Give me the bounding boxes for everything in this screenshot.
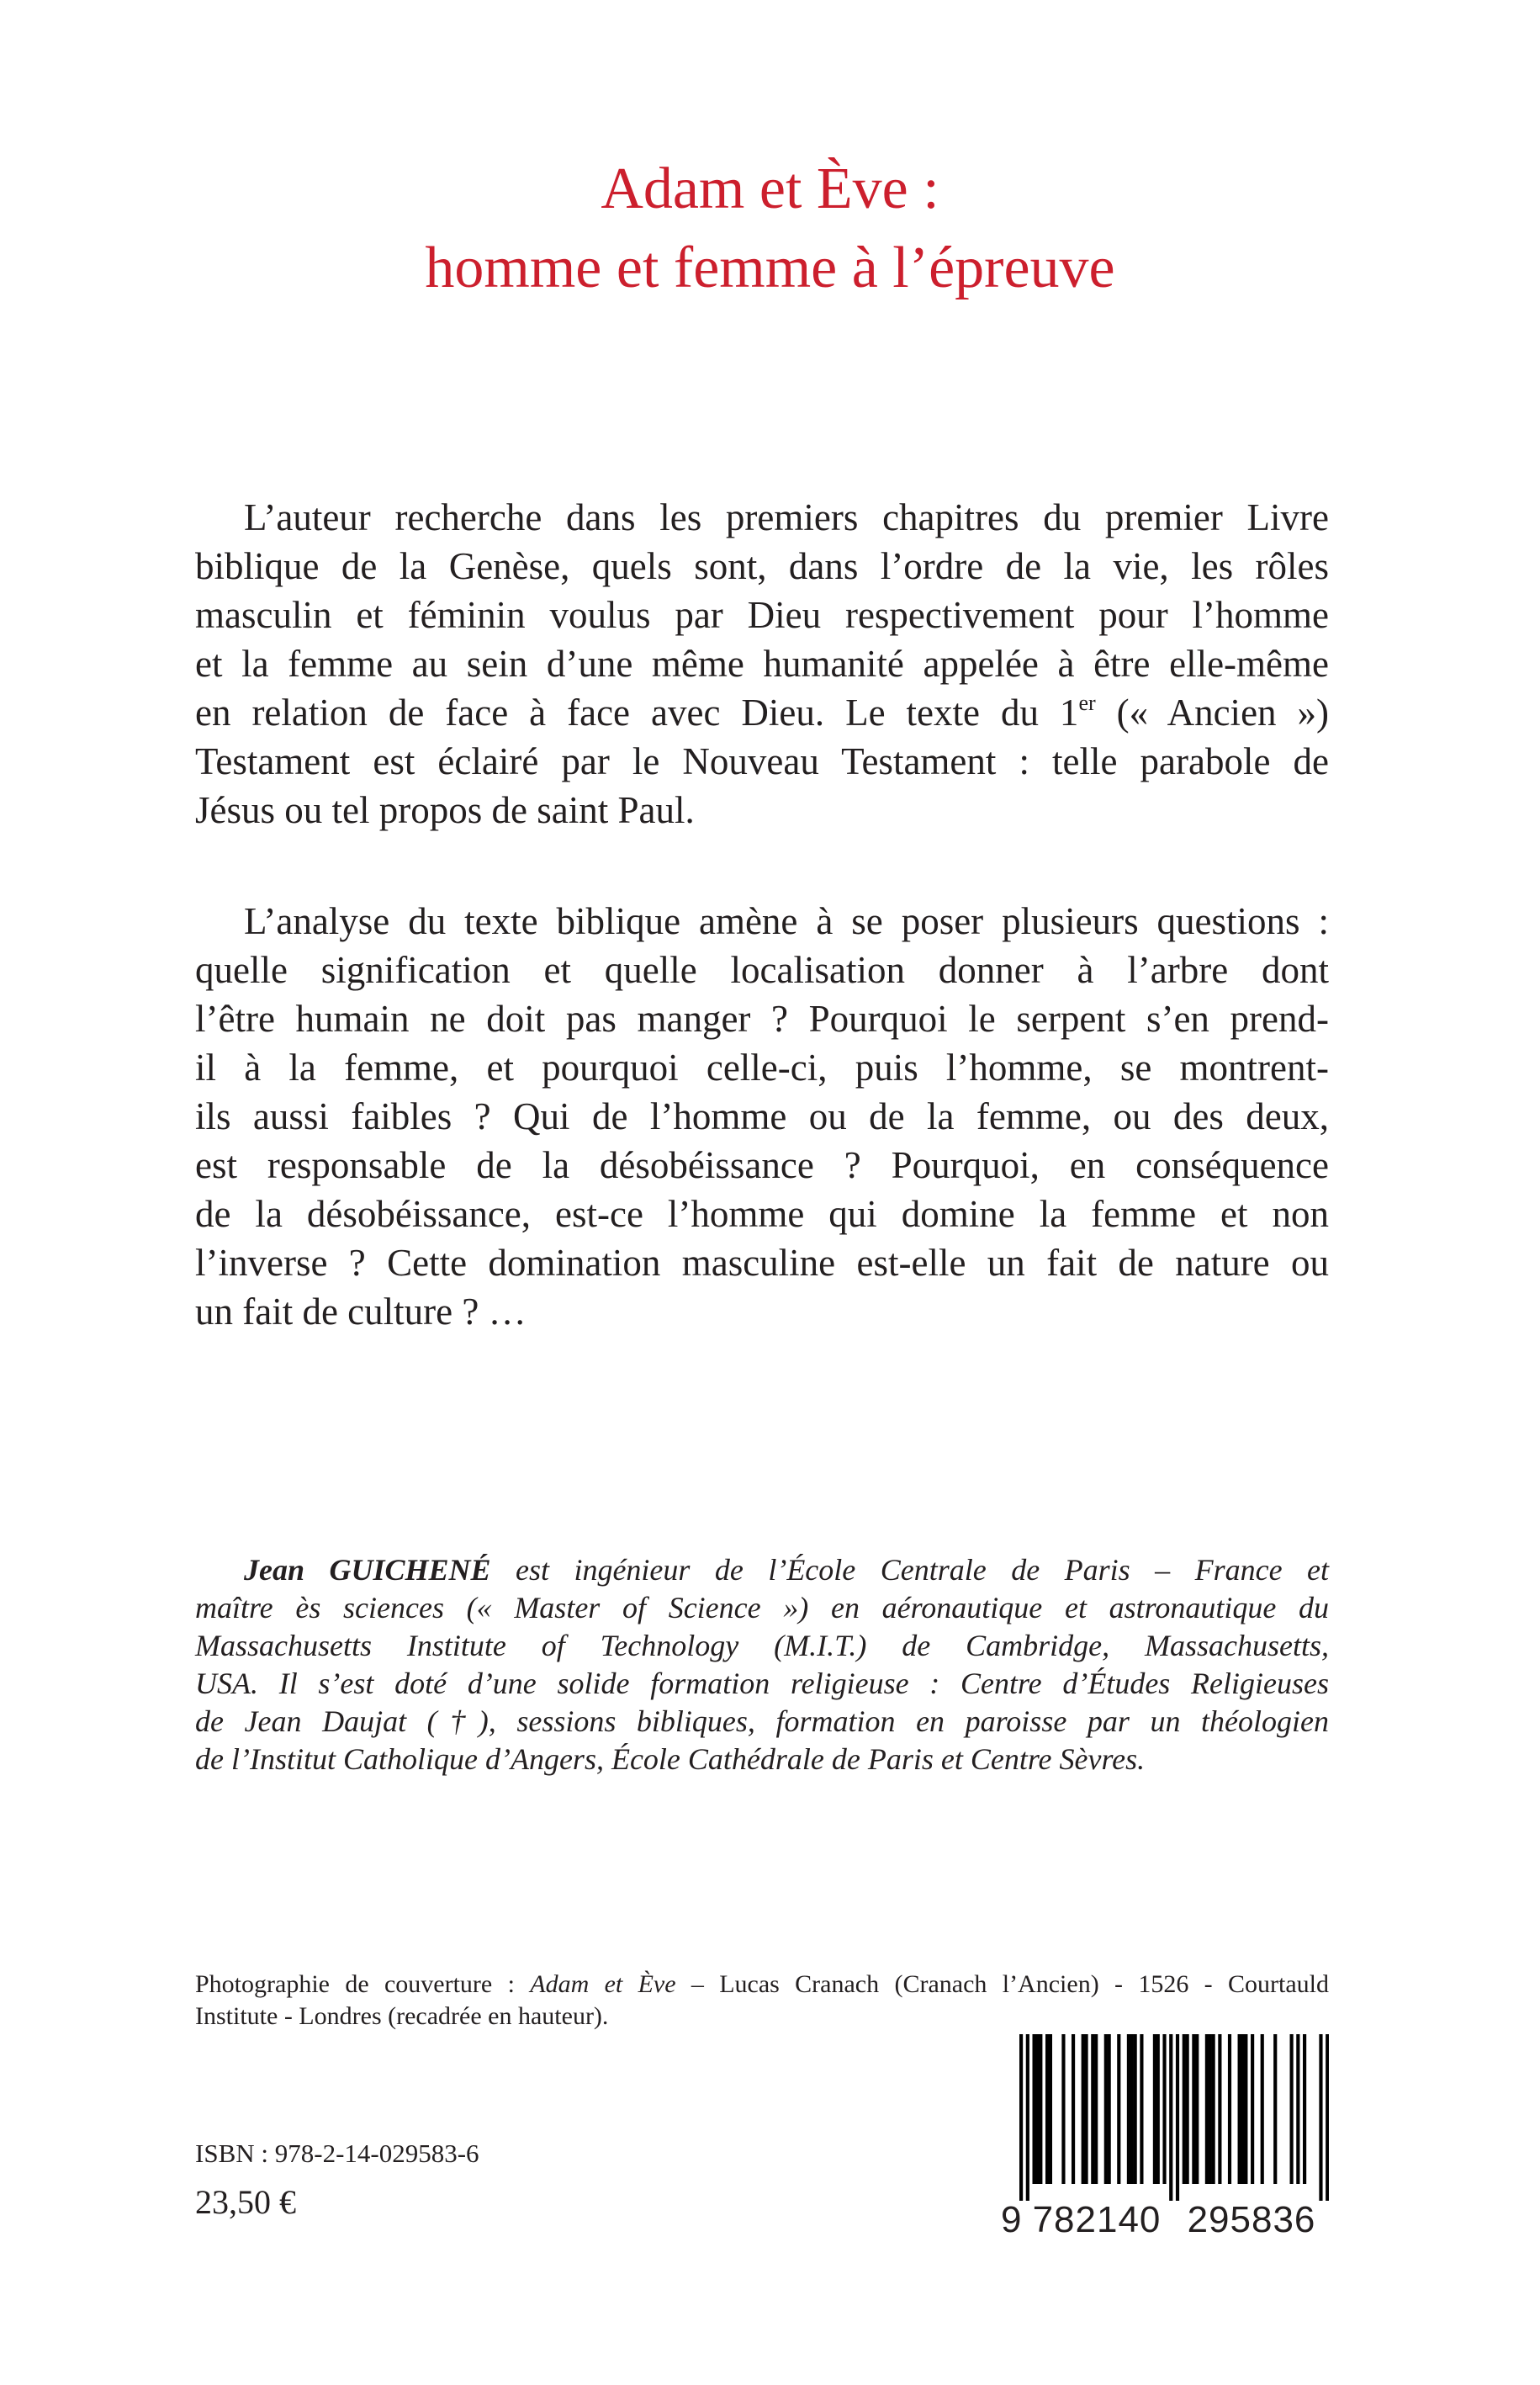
text-line: Jésus ou tel propos de saint Paul. [195,789,695,831]
barcode-bar [1218,2034,1221,2184]
barcode-bar [1212,2034,1215,2184]
text-line [195,688,1329,737]
barcode-bar [1072,2034,1075,2184]
barcode-bar [1156,2034,1160,2184]
barcode-bar [1209,2034,1212,2184]
barcode-digit-group-2: 295836 [1187,2199,1316,2240]
barcode-bar [1244,2034,1247,2184]
text-fragment: Photographie de couverture : [195,1970,531,1998]
barcode-bar [1241,2034,1244,2184]
barcode-bar [1251,2034,1254,2184]
text-fragment: – Lucas Cranach (Cranach l’Ancien) - 1526 - Courtauld [675,1970,1329,1998]
superscript: er [1078,691,1096,715]
text-line [195,1969,1329,2001]
barcode-bar [1039,2034,1042,2184]
barcode-bar [1228,2034,1231,2184]
barcode-bar [1108,2034,1111,2184]
barcode-bar [1117,2034,1120,2184]
barcode [1001,2034,1329,2238]
barcode-bar [1162,2034,1166,2184]
text-line: L’analyse du texte biblique amène à se poser plusieurs questions : [244,900,1329,942]
artwork-title: Adam et Ève [530,1970,676,1998]
barcode-bar [1303,2034,1306,2184]
barcode-bar [1186,2034,1189,2184]
title-line-2: homme et femme à l’épreuve [425,236,1115,300]
price: 23,50 € [195,2183,296,2221]
barcode-bar [1019,2034,1023,2201]
text-line: maître ès sciences (« Master of Science ») en aéronautique et astronautique du [195,1591,1329,1624]
barcode-bar [1127,2034,1130,2184]
barcode-bar [1140,2034,1143,2184]
text-line: et la femme au sein d’une même humanité appelée à être elle-même [195,643,1329,685]
text-line: quelle signification et quelle localisation donner à l’arbre dont [195,949,1329,991]
text-line: de l’Institut Catholique d’Angers, École Cathédrale de Paris et Centre Sèvres. [195,1742,1146,1776]
barcode-bar [1130,2034,1134,2184]
text-line: l’être humain ne doit pas manger ? Pourquoi le serpent s’en prend- [195,998,1329,1040]
barcode-bar [1169,2034,1172,2201]
barcode-bar [1045,2034,1049,2184]
author-name: Jean GUICHENÉ [244,1553,491,1587]
text-line [195,1551,1329,1589]
text-line: de la désobéissance, est-ce l’homme qui domine la femme et non [195,1193,1329,1235]
barcode-digit-group-1: 782140 [1032,2199,1162,2240]
text-line: un fait de culture ? … [195,1291,527,1333]
barcode-bar [1326,2034,1329,2201]
text-line: de Jean Daujat (†), sessions bibliques, formation en paroisse par un théologien [195,1704,1329,1738]
text-line: biblique de la Genèse, quels sont, dans l’ordre de la vie, les rôles [195,545,1329,587]
title-line-1: Adam et Ève : [601,156,939,221]
barcode-bar [1176,2034,1179,2201]
barcode-bar [1032,2034,1035,2184]
barcode-bar [1049,2034,1052,2184]
text-fragment: (« Ancien ») [1095,692,1329,734]
barcode-bar [1153,2034,1156,2184]
barcode-bar [1205,2034,1209,2184]
summary-paragraph-1 [195,493,1329,835]
barcode-bar [1183,2034,1186,2184]
barcode-bar [1094,2034,1098,2184]
text-line: L’auteur recherche dans les premiers chapitres du premier Livre [244,496,1329,538]
barcode-bars [1001,2034,1329,2201]
barcode-bar [1319,2034,1322,2201]
barcode-bar [1238,2034,1241,2184]
barcode-bar [1061,2034,1065,2184]
barcode-digits [1001,2199,1329,2241]
text-line: est responsable de la désobéissance ? Pourquoi, en conséquence [195,1144,1329,1186]
barcode-bar [1104,2034,1108,2184]
barcode-bar [1261,2034,1264,2184]
text-line: USA. Il s’est doté d’une solide formation religieuse : Centre d’Études Religieuses [195,1667,1329,1700]
barcode-bar [1192,2034,1195,2184]
author-bio [195,1551,1329,1778]
barcode-bar [1195,2034,1199,2184]
text-line: Testament est éclairé par le Nouveau Testament : telle parabole de [195,740,1329,782]
text-line: Institute - Londres (recadrée en hauteur). [195,2002,609,2030]
barcode-bar [1026,2034,1029,2201]
barcode-bar [1082,2034,1085,2184]
barcode-digit-first: 9 [1001,2199,1023,2240]
text-fragment: en relation de face à face avec Dieu. Le texte du 1 [195,692,1079,734]
text-line: ils aussi faibles ? Qui de l’homme ou de la femme, ou des deux, [195,1095,1329,1137]
barcode-bar [1035,2034,1039,2184]
photo-credit [195,1969,1329,2033]
barcode-bar [1296,2034,1299,2184]
text-fragment: est ingénieur de l’École Centrale de Paris – France et [490,1553,1329,1587]
barcode-bar [1134,2034,1137,2184]
barcode-bar [1290,2034,1294,2184]
text-line: Massachusetts Institute of Technology (M.I.T.) de Cambridge, Massachusetts, [195,1629,1329,1662]
summary-paragraph-2 [195,897,1329,1336]
barcode-bar [1084,2034,1088,2184]
text-line: masculin et féminin voulus par Dieu respectivement pour l’homme [195,594,1329,636]
text-line: il à la femme, et pourquoi celle-ci, puis l’homme, se montrent- [195,1047,1329,1089]
isbn: ISBN : 978-2-14-029583-6 [195,2139,479,2168]
barcode-bar [1273,2034,1277,2184]
barcode-bar [1091,2034,1094,2184]
book-title [0,150,1540,308]
text-line: l’inverse ? Cette domination masculine est-elle un fait de nature ou [195,1242,1329,1284]
